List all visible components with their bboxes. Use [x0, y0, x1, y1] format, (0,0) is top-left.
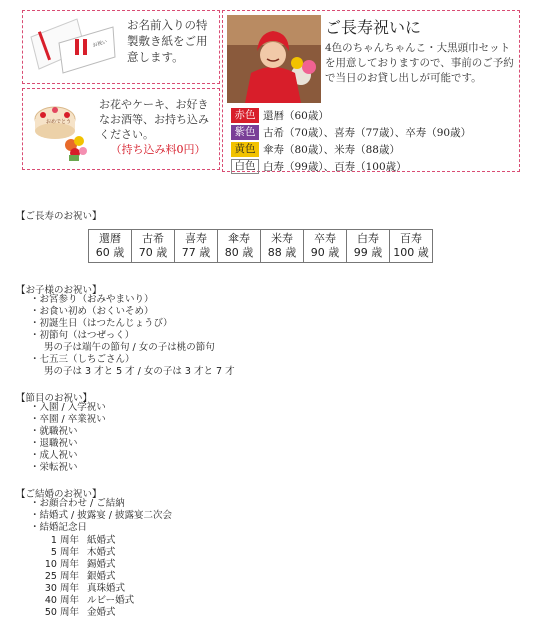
- color-ages-purple: 古希（70歳）、喜寿（77歳）、卒寿（90歳）: [263, 126, 472, 139]
- color-ages-red: 還暦（60歳）: [263, 109, 329, 122]
- noshi-label: お祝い: [91, 39, 108, 49]
- color-chip-white: 白色: [231, 159, 259, 174]
- color-row-purple: [231, 124, 471, 140]
- longevity-description: 4色のちゃんちゃんこ・大黒頭巾セットを用意しておりますので、事前のご予約で当日のお貸し出しが可能です。: [325, 42, 514, 84]
- anniversary-row: 30 周年 真珠婚式: [44, 583, 126, 594]
- noshi-description: お名前入りの特製敷き紙をご用意します。: [127, 18, 208, 64]
- wedding-section-title: 【ご結婚のお祝い】: [16, 489, 102, 500]
- age-cell: 百寿 100 歳: [390, 230, 433, 263]
- bring-in-box: [22, 88, 220, 170]
- list-item: ・お食い初め（おくいそめ）: [30, 306, 154, 317]
- color-chip-purple: 紫色: [231, 125, 259, 140]
- color-row-red: [231, 107, 471, 123]
- color-ages-yellow: 傘寿（80歳）、米寿（88歳）: [263, 143, 400, 156]
- list-item: ・初誕生日（はつたんじょうび）: [30, 318, 173, 329]
- anniversary-list: [35, 535, 134, 619]
- cake-flowers-image: [31, 95, 93, 163]
- age-cell: 卒寿 90 歳: [304, 230, 347, 263]
- list-item: ・結婚記念日: [30, 522, 88, 533]
- longevity-section-title: 【ご長寿のお祝い】: [16, 211, 102, 222]
- bring-in-description: [99, 97, 217, 157]
- list-item: ・退職祝い: [30, 438, 78, 449]
- color-chip-red: 赤色: [231, 108, 259, 123]
- age-cell: 古希 70 歳: [132, 230, 175, 263]
- age-cell: 傘寿 80 歳: [218, 230, 261, 263]
- list-item: ・栄転祝い: [30, 462, 78, 473]
- color-row-white: [231, 158, 471, 174]
- list-item: ・七五三（しちごさん）: [30, 354, 135, 365]
- list-item: ・結婚式 / 披露宴 / 披露宴二次会: [30, 510, 172, 521]
- anniversary-row: 5 周年 木婚式: [50, 547, 116, 558]
- noshi-paper-image: [29, 17, 117, 75]
- color-ages-white: 白寿（99歳）、百寿（100歳）: [263, 160, 407, 173]
- list-item: ・成人祝い: [30, 450, 78, 461]
- list-item: ・就職祝い: [30, 426, 78, 437]
- longevity-title: ご長寿祝いに: [325, 18, 422, 37]
- bring-in-text: お花やケーキ、お好きなお酒等、お持ち込みください。: [99, 98, 209, 141]
- longevity-age-table: [88, 229, 433, 263]
- anniversary-row: 10 周年 錫婚式: [44, 559, 116, 570]
- cake-label: おめでとう: [46, 119, 72, 125]
- list-item-note: 男の子は端午の節句 / 女の子は桃の節句: [44, 342, 215, 353]
- age-cell: 米寿 88 歳: [261, 230, 304, 263]
- wedding-list: [30, 498, 172, 534]
- milestones-list: [30, 402, 106, 474]
- list-item: ・入園 / 入学祝い: [30, 402, 106, 413]
- list-item: ・初節句（はつぜっく）: [30, 330, 135, 341]
- noshi-box: [22, 10, 220, 84]
- age-cell: 白寿 99 歳: [347, 230, 390, 263]
- anniversary-row: 50 周年 金婚式: [44, 607, 116, 618]
- longevity-photo: [227, 15, 321, 103]
- list-item: ・お宮参り（おみやまいり）: [30, 294, 154, 305]
- color-list: [231, 107, 471, 175]
- age-cell: 喜寿 77 歳: [175, 230, 218, 263]
- bring-in-fee: （持ち込み料0円）: [110, 143, 206, 156]
- age-cell: 還暦 60 歳: [89, 230, 132, 263]
- list-item-note: 男の子は 3 才と 5 才 / 女の子は 3 才と 7 才: [44, 366, 235, 377]
- longevity-promo-box: [222, 10, 520, 172]
- anniversary-row: 25 周年 銀婚式: [44, 571, 116, 582]
- color-chip-yellow: 黄色: [231, 142, 259, 157]
- list-item: ・お顔合わせ / ご結納: [30, 498, 125, 509]
- anniversary-row: 40 周年 ルビー婚式: [44, 595, 135, 606]
- children-list: [30, 294, 235, 378]
- children-section-title: 【お子様のお祝い】: [16, 285, 102, 296]
- color-row-yellow: [231, 141, 471, 157]
- milestones-section-title: 【節目のお祝い】: [16, 393, 93, 404]
- anniversary-row: 1 周年 紙婚式: [50, 535, 116, 546]
- list-item: ・卒園 / 卒業祝い: [30, 414, 106, 425]
